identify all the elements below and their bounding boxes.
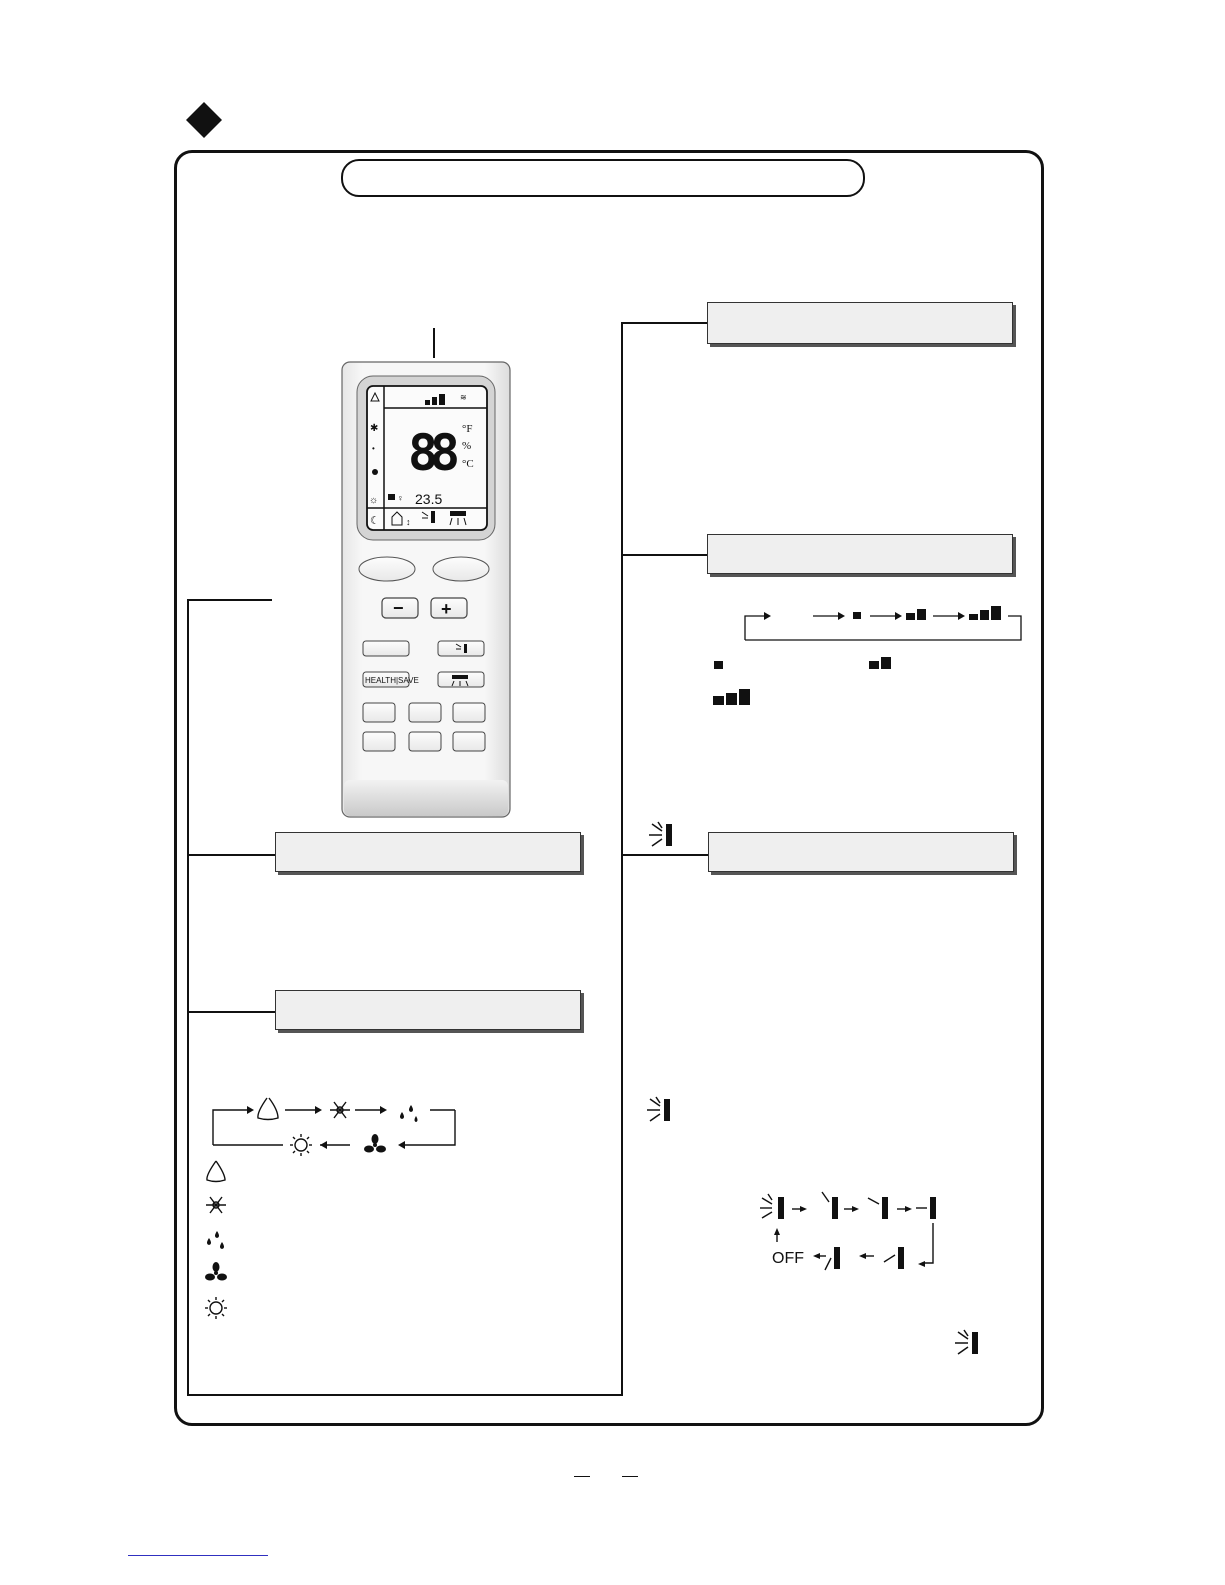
lcd-small-temp: 23.5	[415, 491, 443, 507]
heading-box-swing	[708, 832, 1014, 872]
plus-button-symbol: +	[441, 599, 452, 619]
heading-box-onoff	[275, 832, 581, 872]
lcd-unit-f: °F	[462, 423, 473, 435]
lcd-unit-c: °C	[462, 458, 474, 470]
heading-box-top-right	[707, 302, 1013, 344]
svg-text:☼: ☼	[369, 495, 379, 506]
heading-box-mode	[275, 990, 581, 1030]
minus-button-symbol: −	[393, 598, 404, 618]
sun-icon	[203, 1295, 229, 1321]
fan-icon	[203, 1260, 229, 1286]
swing-cycle-diagram	[760, 1190, 960, 1280]
svg-text:↕: ↕	[406, 517, 411, 527]
page-number-mark	[574, 1476, 590, 1477]
heading-box-fan-speed	[707, 534, 1013, 574]
svg-text:☾: ☾	[370, 515, 380, 527]
footer-link-underline[interactable]	[128, 1555, 268, 1556]
fan-speed-low-icon	[713, 658, 725, 670]
swing-off-label: OFF	[772, 1250, 804, 1267]
fan-speed-cycle-diagram	[740, 600, 1030, 650]
auto-mode-icon	[203, 1158, 229, 1184]
svg-text:♀: ♀	[397, 493, 404, 503]
snowflake-icon	[203, 1192, 229, 1218]
swing-louver-icon	[954, 1328, 982, 1358]
mode-cycle-diagram	[205, 1090, 475, 1160]
svg-text:≋: ≋	[460, 393, 467, 402]
remote-control	[340, 360, 515, 820]
swing-louver-icon	[646, 1095, 674, 1125]
svg-text:•: •	[372, 444, 375, 453]
lcd-unit-percent: %	[462, 440, 472, 452]
health-save-label: HEALTH|SAVE	[365, 676, 419, 685]
svg-text:✱: ✱	[370, 423, 379, 434]
page-number-mark	[622, 1476, 638, 1477]
fan-speed-mid-icon	[868, 656, 894, 670]
svg-text:88: 88	[408, 424, 460, 482]
fan-speed-high-icon	[712, 688, 752, 706]
droplets-icon	[204, 1228, 230, 1254]
swing-louver-icon	[648, 820, 676, 850]
